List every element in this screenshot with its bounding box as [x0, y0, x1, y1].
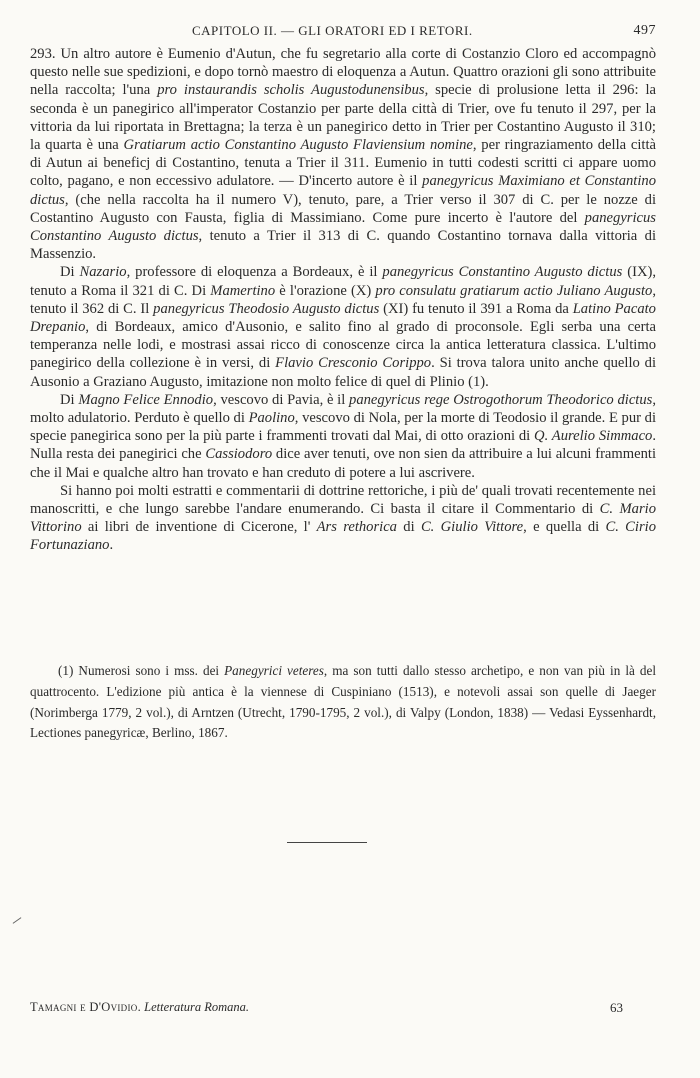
- text-run: di: [396, 519, 421, 536]
- text-run: , tenuto il 362 di C. Il: [30, 282, 656, 317]
- text-run: Di: [60, 391, 79, 408]
- text-run: ai libri de inventione di Cicerone, l': [81, 519, 317, 536]
- author-name: C. Mario Vittorino: [30, 501, 657, 536]
- text-run: , molto adulatorio. Perduto è quello di: [30, 391, 656, 427]
- stray-mark: [13, 917, 22, 924]
- author-name: Mamertino: [210, 282, 276, 299]
- work-title: panegyricus Maximiano et Constantino dictus: [30, 173, 657, 208]
- work-title: Panegyrici veteres: [224, 663, 324, 678]
- work-title: panegyricus Constantino Augusto dictus: [30, 209, 656, 245]
- authors: Tamagni e D'Ovidio.: [30, 1000, 142, 1014]
- paragraph-nazario: [30, 263, 656, 390]
- author-name: Nazario: [79, 264, 127, 281]
- signature-number: 63: [610, 1000, 623, 1015]
- chapter-title: CAPITOLO II. — GLI ORATORI ED I RETORI.: [192, 23, 473, 38]
- paragraph-ennodio: [30, 391, 656, 482]
- text-run: . Nulla resta dei panegirici che: [30, 428, 656, 463]
- text-run: , specie di prolusione letta il 296: la seconda è un panegirico all'imperator Costanzio per parte della città di Trier, ove fu tenuto il 297, per la vittoria da lui riportata in Brettagna; la terza è un panegirico detto in Trier per Costantino Augusto il 310; la quarta è una: [30, 82, 656, 154]
- work-title: panegyricus Constantino Augusto dictus: [382, 264, 623, 281]
- work-title: pro instaurandis scholis Augustodunensibus: [157, 82, 425, 99]
- page-number: 497: [633, 23, 656, 38]
- footnote: [30, 661, 656, 744]
- paragraph-293: [30, 45, 656, 263]
- work-title: Ars rethorica: [316, 519, 397, 536]
- text-run: .: [109, 537, 114, 554]
- author-name: Latino Pacato Drepanio: [30, 300, 656, 336]
- text-run: (1) Numerosi sono i mss. dei: [58, 663, 225, 678]
- text-run: dice aver tenuti, ove non sien da attribuire a lui alcuni frammenti che il Mai e qualche altro han trovato e han creduto di potere a lui ascrivere.: [30, 446, 656, 481]
- text-run: , per ringraziamento della città di Autun ai beneficj di Costantino, tenuta a Trier il 311. Eumenio in tutti codesti scritti ci appare uomo colto, pagano, e non eccessivo adulatore. — D'incerto autore è il: [30, 137, 656, 190]
- text-run: , tenuto a Trier il 313 di C. quando Costantino tornava dalla vittoria di Massenzio.: [30, 228, 656, 263]
- author-name: Paolino: [248, 410, 295, 427]
- book-signature: [30, 1000, 249, 1015]
- text-run: (XI) fu tenuto il 391 a Roma da: [379, 300, 573, 317]
- author-name: C. Giulio Vittore: [420, 519, 524, 536]
- footnote-1: [30, 661, 656, 744]
- author-name: Magno Felice Ennodio: [78, 391, 214, 408]
- author-name: C. Cirio Fortunaziano: [30, 519, 657, 554]
- work-title: panegyricus Theodosio Augusto dictus: [153, 300, 380, 317]
- text-run: , vescovo di Nola, per la morte di Teodosio il grande. E pur di specie panegirica sono per la più parte i frammenti trovati dal Mai, di otto orazioni di: [30, 410, 657, 445]
- text-run: . Si trova talora unito anche quello di Ausonio a Graziano Augusto, imitazione non molto felice di quel di Plinio (1).: [30, 355, 657, 390]
- text-run: , di Bordeaux, amico d'Ausonio, e salito fino al grado di proconsole. Egli serba una certa temperanza nelle lodi, e mostrasi assai ricco di conoscenze circa la antica letteratura classica. L'ultimo panegirico della collezione è in versi, di: [30, 319, 656, 372]
- text-run: Di: [60, 264, 80, 281]
- text-run: , vescovo di Pavia, è il: [213, 391, 350, 408]
- text-run: è l'orazione (X): [275, 282, 376, 299]
- work-title: pro consulatu gratiarum actio Juliano Augusto: [375, 282, 653, 299]
- author-name: Flavio Cresconio Corippo: [275, 355, 432, 372]
- text-run: , e quella di: [523, 519, 606, 536]
- author-name: Q. Aurelio Simmaco: [534, 428, 653, 445]
- divider-rule: [287, 842, 367, 843]
- book-title: Letteratura Romana.: [144, 1000, 249, 1014]
- text-run: , professore di eloquenza a Bordeaux, è il: [126, 264, 383, 281]
- paragraph-commentarii: [30, 482, 656, 555]
- author-name: Cassiodoro: [205, 446, 273, 463]
- text-run: , ma son tutti dallo stesso archetipo, e non van più in là del quattrocento. L'edizione più antica è la viennese di Cuspiniano (1513), e notevoli assai son quelle di Jaeger (Norimberga 1779, 2 vol.), di Arntzen (Utrecht, 1790-1795, 2 vol.), di Valpy (London, 1838) — Vedasi Eyssenhardt, Lectiones panegyricæ, Berlino, 1867.: [30, 663, 656, 741]
- text-run: (IX), tenuto a Roma il 321 di C. Di: [30, 264, 656, 299]
- text-run: , (che nella raccolta ha il numero V), tenuto, pare, a Trier verso il 307 di C. per le nozze di Costantino Augusto con Fausta, figlia di Massimiano. Come pure incerto è l'autore del: [30, 191, 656, 226]
- text-run: Si hanno poi molti estratti e commentarii di dottrine rettoriche, i più de' quali trovati recentemente nei manoscritti, e che lungo sarebbe l'andare enumerando. Ci basta il citare il Commentario di: [30, 482, 656, 518]
- main-text: [30, 45, 656, 555]
- work-title: panegyricus rege Ostrogothorum Theodorico dictus: [349, 391, 653, 408]
- work-title: Gratiarum actio Constantino Augusto Flaviensium nomine: [123, 137, 473, 154]
- running-header: [30, 23, 658, 41]
- text-run: 293. Un altro autore è Eumenio d'Autun, che fu segretario alla corte di Costanzio Cloro ed accompagnò questo nelle sue spedizioni, e dopo tornò maestro di eloquenza a Autun. Quattro orazioni gli sono attribuite nella raccolta; l'una: [30, 46, 656, 99]
